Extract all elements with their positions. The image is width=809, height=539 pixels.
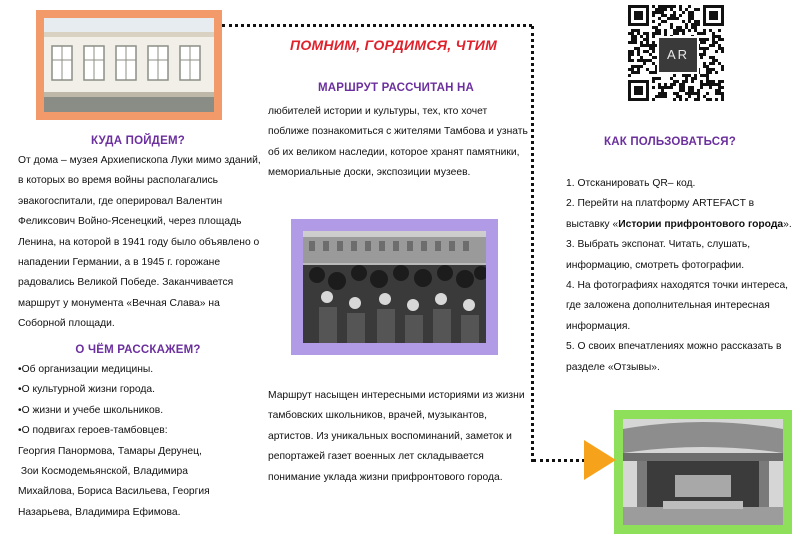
where-text: От дома – музея Архиепископа Луки мимо зданий, в которых во время войны располагались эвакогоспитали, где оперировал Валентин Феликсович Войно-Ясенецкий, через площадь Ленина, на которой в 1941 году было объявлено о нападении Германии, а в 1945 г. горожане радовались Великой Победе. Заканчивается маршрут у монумента «Вечная Слава» на Соборной площади. <box>18 155 261 330</box>
heroes-line: Михайлова, Бориса Васильева, Георгия <box>18 486 210 498</box>
step-2-bold: Истории прифронтового города <box>618 218 784 230</box>
route-rich-text: Маршрут насыщен интересными историями из жизни тамбовских школьников, врачей, музыкантов, артистов. Из уникальных воспоминаний, заметок и репортажей газет военных лет складывается понимание уклада жизни прифронтового города. <box>268 390 525 483</box>
arrow-icon <box>584 440 618 480</box>
heroes-line: Георгия Панормова, Тамары Дерунец, <box>18 445 202 457</box>
crowd-photo-frame <box>291 219 498 355</box>
route-line-bottom <box>533 459 585 462</box>
list-item: •О подвигах героев-тамбовцев: <box>18 425 168 437</box>
list-item: •О культурной жизни города. <box>18 384 155 396</box>
howto-heading: КАК ПОЛЬЗОВАТЬСЯ? <box>604 136 736 148</box>
route-line-right <box>531 26 534 462</box>
heroes-line: Зои Космодемьянской, Владимира <box>18 466 188 478</box>
qr-logo: AR <box>657 36 699 74</box>
about-heading: О ЧЁМ РАССКАЖЕМ? <box>75 344 201 356</box>
step-2-prefix: 2. Перейти на платформу ARTEFACT в выставку « <box>566 198 755 230</box>
where-heading: КУДА ПОЙДЕМ? <box>91 135 185 147</box>
list-item: •О жизни и учебе школьников. <box>18 404 164 416</box>
monument-photo <box>623 419 783 525</box>
step-2-suffix: ». <box>783 218 792 230</box>
list-item: •Об организации медицины. <box>18 364 154 375</box>
route-line-top <box>222 24 532 27</box>
step-1: 1. Отсканировать QR– код. <box>566 178 696 189</box>
about-list <box>18 360 264 523</box>
step-5: 5. О своих впечатлениях можно рассказать в разделе «Отзывы». <box>566 341 782 373</box>
crowd-photo <box>303 231 486 343</box>
monument-photo-frame <box>614 410 792 534</box>
qr-code[interactable] <box>628 5 724 101</box>
step-2 <box>566 194 798 235</box>
step-3: 3. Выбрать экспонат. Читать, слушать, информацию, смотреть фотографии. <box>566 239 751 271</box>
museum-house-photo <box>44 18 214 112</box>
route-text: любителей истории и культуры, тех, кто хочет поближе познакомиться с жителями Тамбова и узнать об их великом наследии, которое хранят памятники, мемориальные доски, экспозиции музеев. <box>268 106 528 179</box>
route-heading: МАРШРУТ РАССЧИТАН НА <box>318 82 475 94</box>
slogan: ПОМНИМ, ГОРДИМСЯ, ЧТИМ <box>290 37 498 53</box>
heroes-line: Назарьева, Владимира Ефимова. <box>18 506 181 518</box>
howto-steps <box>566 174 798 378</box>
step-4: 4. На фотографиях находятся точки интереса, где заложена дополнительная интересная информация. <box>566 280 789 332</box>
museum-house-photo-frame <box>36 10 222 120</box>
